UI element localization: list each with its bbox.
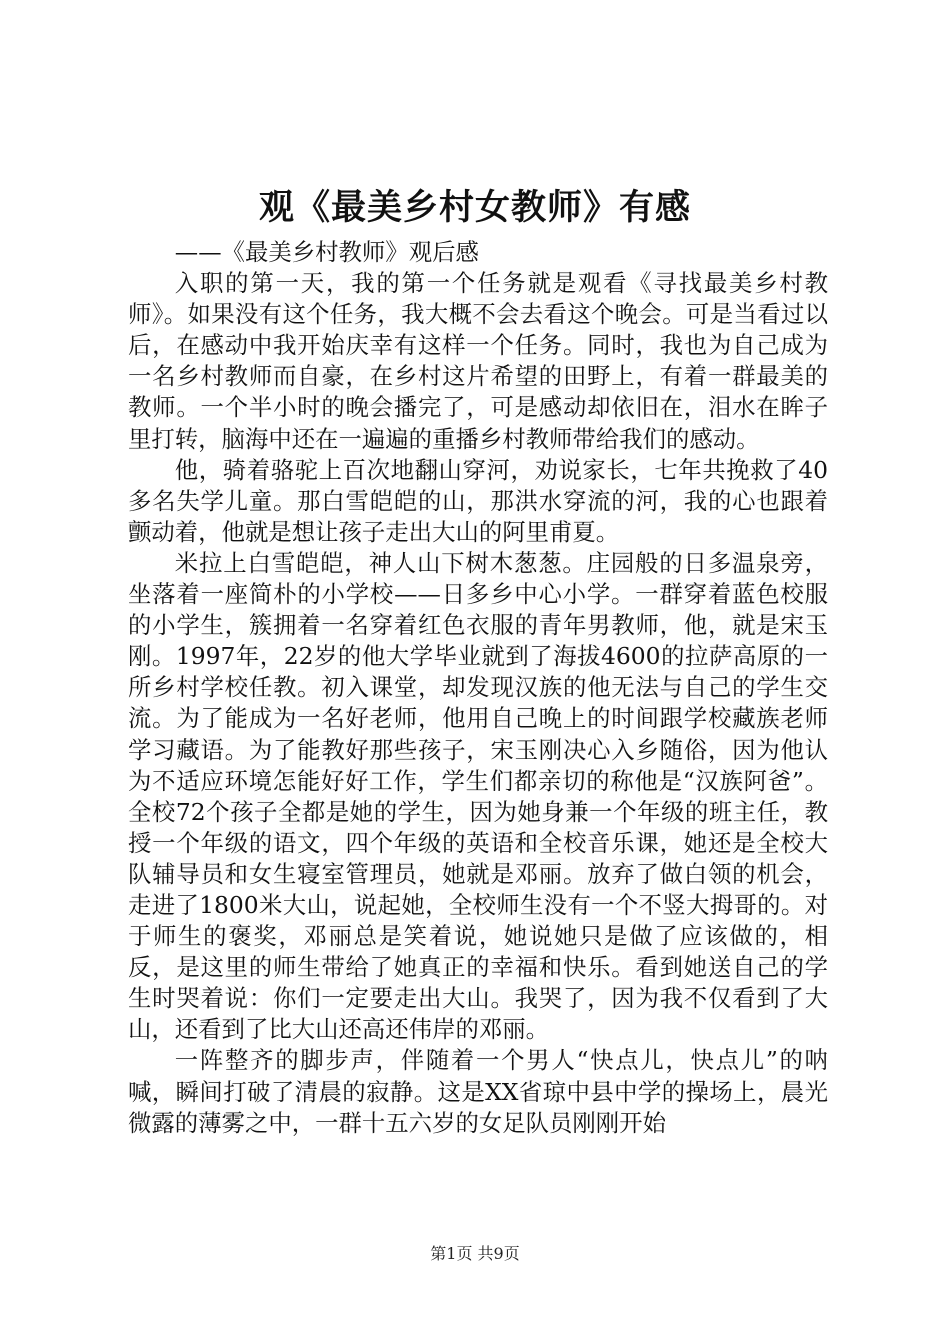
paragraph: 一阵整齐的脚步声，伴随着一个男人“快点儿，快点儿”的呐喊，瞬间打破了清晨的寂静。这是XX省琼中县中学的操场上，晨光微露的薄雾之中，一群十五六岁的女足队员刚刚开始 (128, 1046, 828, 1137)
document-body (128, 237, 828, 1139)
paragraph: 米拉上白雪皑皑，神人山下树木葱葱。庄园般的日多温泉旁，坐落着一座简朴的小学校——日多乡中心小学。一群穿着蓝色校服的小学生，簇拥着一名穿着红色衣服的青年男教师，他，就是宋玉刚。1997年，22岁的他大学毕业就到了海拔4600的拉萨高原的一所乡村学校任教。初入课堂，却发现汉族的他无法与自己的学生交流。为了能成为一名好老师，他用自己晚上的时间跟学校藏族老师学习藏语。为了能教好那些孩子，宋玉刚决心入乡随俗，因为他认为不适应环境怎能好好工作，学生们都亲切的称他是“汉族阿爸”。全校72个孩子全都是她的学生，因为她身兼一个年级的班主任，教授一个年级的语文，四个年级的英语和全校音乐课，她还是全校大队辅导员和女生寝室管理员，她就是邓丽。放弃了做白领的机会，走进了1800米大山，说起她，全校师生没有一个不竖大拇哥的。对于师生的褒奖，邓丽总是笑着说，她说她只是做了应该做的，相反，是这里的师生带给了她真正的幸福和快乐。看到她送自己的学生时哭着说：你们一定要走出大山。我哭了，因为我不仅看到了大山，还看到了比大山还高还伟岸的邓丽。 (128, 548, 828, 1044)
paragraph: 入职的第一天，我的第一个任务就是观看《寻找最美乡村教师》。如果没有这个任务，我大概不会去看这个晚会。可是当看过以后，在感动中我开始庆幸有这样一个任务。同时，我也为自己成为一名乡村教师而自豪，在乡村这片希望的田野上，有着一群最美的教师。一个半小时的晚会播完了，可是感动却依旧在，泪水在眸子里打转，脑海中还在一遍遍的重播乡村教师带给我们的感动。 (128, 269, 828, 453)
document-subtitle: ——《最美乡村教师》观后感 (174, 238, 479, 266)
document-title: 观《最美乡村女教师》有感 (258, 187, 691, 228)
page-footer: 第1页 共9页 (430, 1244, 520, 1263)
paragraph: 他，骑着骆驼上百次地翻山穿河，劝说家长，七年共挽救了40多名失学儿童。那白雪皑皑的山，那洪水穿流的河，我的心也跟着颤动着，他就是想让孩子走出大山的阿里甫夏。 (128, 455, 828, 546)
